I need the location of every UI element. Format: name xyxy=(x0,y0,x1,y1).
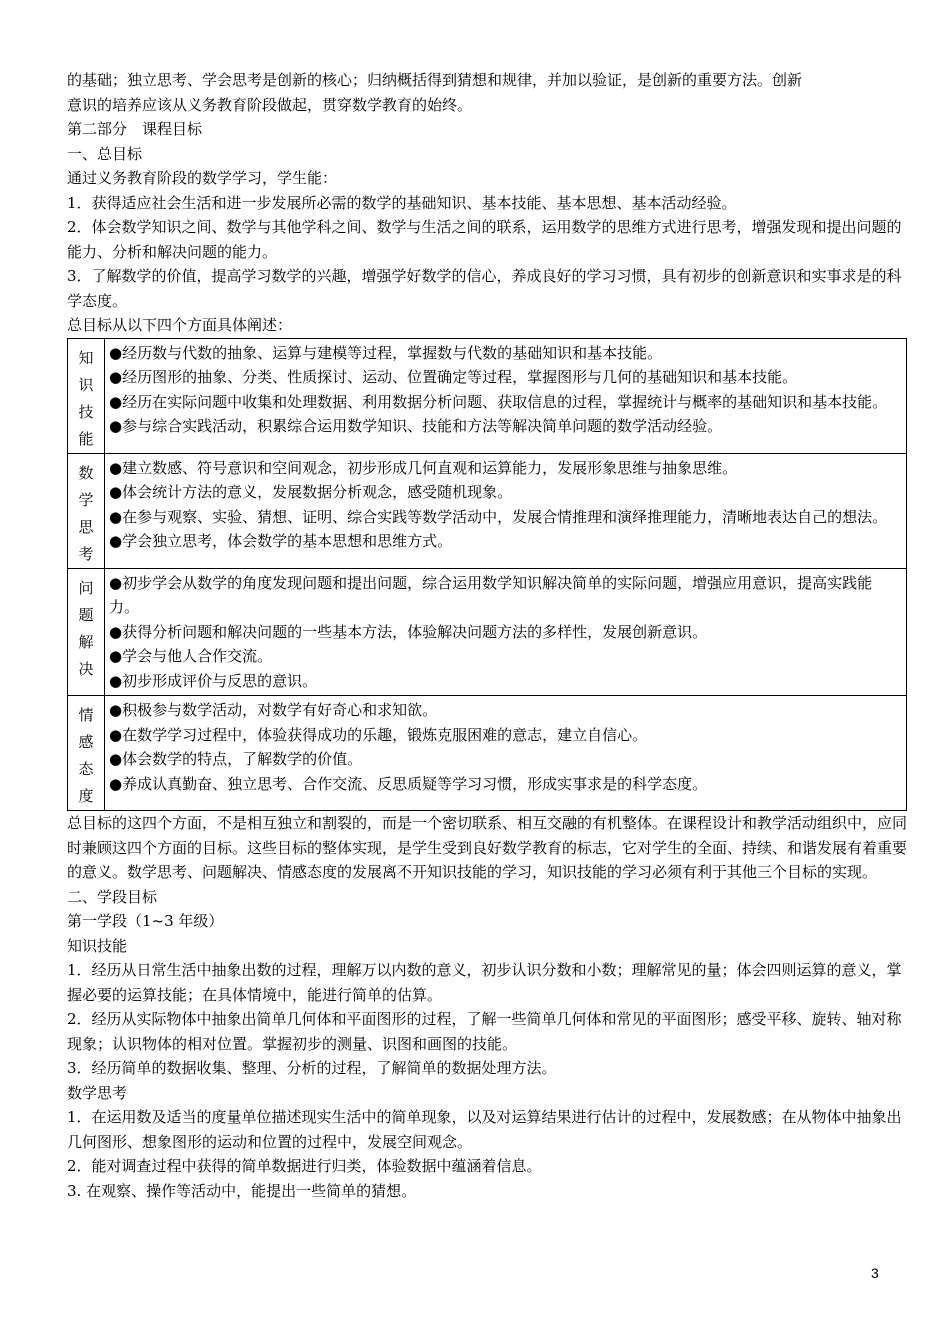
aspect-item: ●初步形成评价与反思的意识。 xyxy=(109,671,318,690)
goal-item: 2．体会数学知识之间、数学与其他学科之间、数学与生活之间的联系，运用数学的思维方式进行思考，增强发现和提出问题的能力、分析和解决问题的能力。 xyxy=(67,218,902,261)
section-heading-overall-goals: 一、总目标 xyxy=(67,144,143,163)
goals-table xyxy=(67,338,907,812)
goal-item: 1．获得适应社会生活和进一步发展所必需的数学的基础知识、基本技能、基本思想、基本活动经验。 xyxy=(67,193,737,212)
aspect-items-cell xyxy=(105,338,907,453)
part-heading: 第二部分 课程目标 xyxy=(67,120,203,138)
aspect-name-cell: 情 感 态 度 xyxy=(68,696,105,811)
knowledge-item: 3．经历简单的数据收集、整理、分析的过程，了解简单的数据处理方法。 xyxy=(67,1059,557,1077)
aspect-item: ●养成认真勤奋、独立思考、合作交流、反思质疑等学习习惯，形成实事求是的科学态度。 xyxy=(109,774,708,793)
aspect-item: ●体会数学的特点，了解数学的价值。 xyxy=(109,750,363,768)
table-row xyxy=(68,453,907,568)
document-body xyxy=(67,68,907,1203)
aspect-item: ●参与综合实践活动，积累综合运用数学知识、技能和方法等解决简单问题的数学活动经验。 xyxy=(109,417,723,435)
aspect-item: ●初步学会从数学的角度发现问题和提出问题，综合运用数学知识解决简单的实际问题，增强应用意识，提高实践能力。 xyxy=(109,573,873,616)
thinking-item: 1．在运用数及适当的度量单位描述现实生活中的简单现象，以及对运算结果进行估计的过程中，发展数感；在从物体中抽象出几何图形、想象图形的运动和位置的过程中，发展空间观念。 xyxy=(67,1108,902,1151)
intro-line: 的基础；独立思考、学会思考是创新的核心；归纳概括得到猜想和规律，并加以验证，是创新的重要方法。创新 xyxy=(67,71,803,89)
intro-line: 意识的培养应该从义务教育阶段做起，贯穿数学教育的始终。 xyxy=(67,95,473,114)
aspect-item: ●在数学学习过程中，体验获得成功的乐趣，锻炼克服困难的意志，建立自信心。 xyxy=(109,725,648,744)
aspect-items-cell xyxy=(105,453,907,568)
aspect-item: ●积极参与数学活动，对数学有好奇心和求知欲。 xyxy=(109,701,438,719)
table-row xyxy=(68,568,907,696)
table-intro: 总目标从以下四个方面具体阐述： xyxy=(67,316,293,334)
thinking-item: 2．能对调查过程中获得的简单数据进行归类，体验数据中蕴涵着信息。 xyxy=(67,1157,542,1175)
aspect-item: ●学会与他人合作交流。 xyxy=(109,647,273,665)
aspect-item: ●经历在实际问题中收集和处理数据、利用数据分析问题、获取信息的过程，掌握统计与概率的基础知识和基本技能。 xyxy=(109,392,888,411)
aspect-name-cell: 数 学 思 考 xyxy=(68,453,105,568)
goal-item: 3．了解数学的价值，提高学习数学的兴趣，增强学好数学的信心，养成良好的学习习惯，具有初步的创新意识和实事求是的科学态度。 xyxy=(67,267,902,310)
aspect-items-cell xyxy=(105,568,907,696)
aspect-item: ●建立数感、符号意识和空间观念，初步形成几何直观和运算能力，发展形象思维与抽象思维。 xyxy=(109,458,738,477)
section-heading-stage-goals: 二、学段目标 xyxy=(67,887,158,906)
table-row xyxy=(68,696,907,811)
page-number: 3 xyxy=(871,1265,879,1281)
aspect-items-cell xyxy=(105,696,907,811)
after-table-paragraph: 总目标的这四个方面，不是相互独立和割裂的，而是一个密切联系、相互交融的有机整体。在课程设计和教学活动组织中，应同时兼顾这四个方面的目标。这些目标的整体实现，是学生受到良好数学教育的标志，它对学生的全面、持续、和谐发展有着重要的意义。数学思考、问题解决、情感态度的发展离不开知识技能的学习，知识技能的学习必须有利于其他三个目标的实现。 xyxy=(67,814,908,881)
aspect-item: ●体会统计方法的意义，发展数据分析观念，感受随机现象。 xyxy=(109,483,513,501)
section-intro: 通过义务教育阶段的数学学习，学生能： xyxy=(67,169,338,187)
aspect-name-cell: 知 识 技 能 xyxy=(68,338,105,453)
aspect-item: ●学会独立思考，体会数学的基本思想和思维方式。 xyxy=(109,532,453,550)
subheading-knowledge-skills: 知识技能 xyxy=(67,936,128,955)
aspect-item: ●经历数与代数的抽象、运算与建模等过程，掌握数与代数的基础知识和基本技能。 xyxy=(109,343,663,362)
stage-heading: 第一学段（1~3 年级） xyxy=(67,912,224,930)
aspect-item: ●经历图形的抽象、分类、性质探讨、运动、位置确定等过程，掌握图形与几何的基础知识和基本技能。 xyxy=(109,368,798,386)
knowledge-item: 1．经历从日常生活中抽象出数的过程，理解万以内数的意义，初步认识分数和小数；理解常见的量；体会四则运算的意义，掌握必要的运算技能；在具体情境中，能进行简单的估算。 xyxy=(67,961,902,1004)
thinking-item: 3. 在观察、操作等活动中，能提出一些简单的猜想。 xyxy=(67,1181,417,1200)
table-row xyxy=(68,338,907,453)
aspect-item: ●在参与观察、实验、猜想、证明、综合实践等数学活动中，发展合情推理和演绎推理能力，清晰地表达自己的想法。 xyxy=(109,507,888,526)
aspect-name-cell: 问 题 解 决 xyxy=(68,568,105,696)
knowledge-item: 2．经历从实际物体中抽象出简单几何体和平面图形的过程，了解一些简单几何体和常见的平面图形；感受平移、旋转、轴对称现象；认识物体的相对位置。掌握初步的测量、识图和画图的技能。 xyxy=(67,1010,902,1053)
subheading-math-thinking: 数学思考 xyxy=(67,1083,128,1102)
aspect-item: ●获得分析问题和解决问题的一些基本方法，体验解决问题方法的多样性，发展创新意识。 xyxy=(109,622,708,641)
